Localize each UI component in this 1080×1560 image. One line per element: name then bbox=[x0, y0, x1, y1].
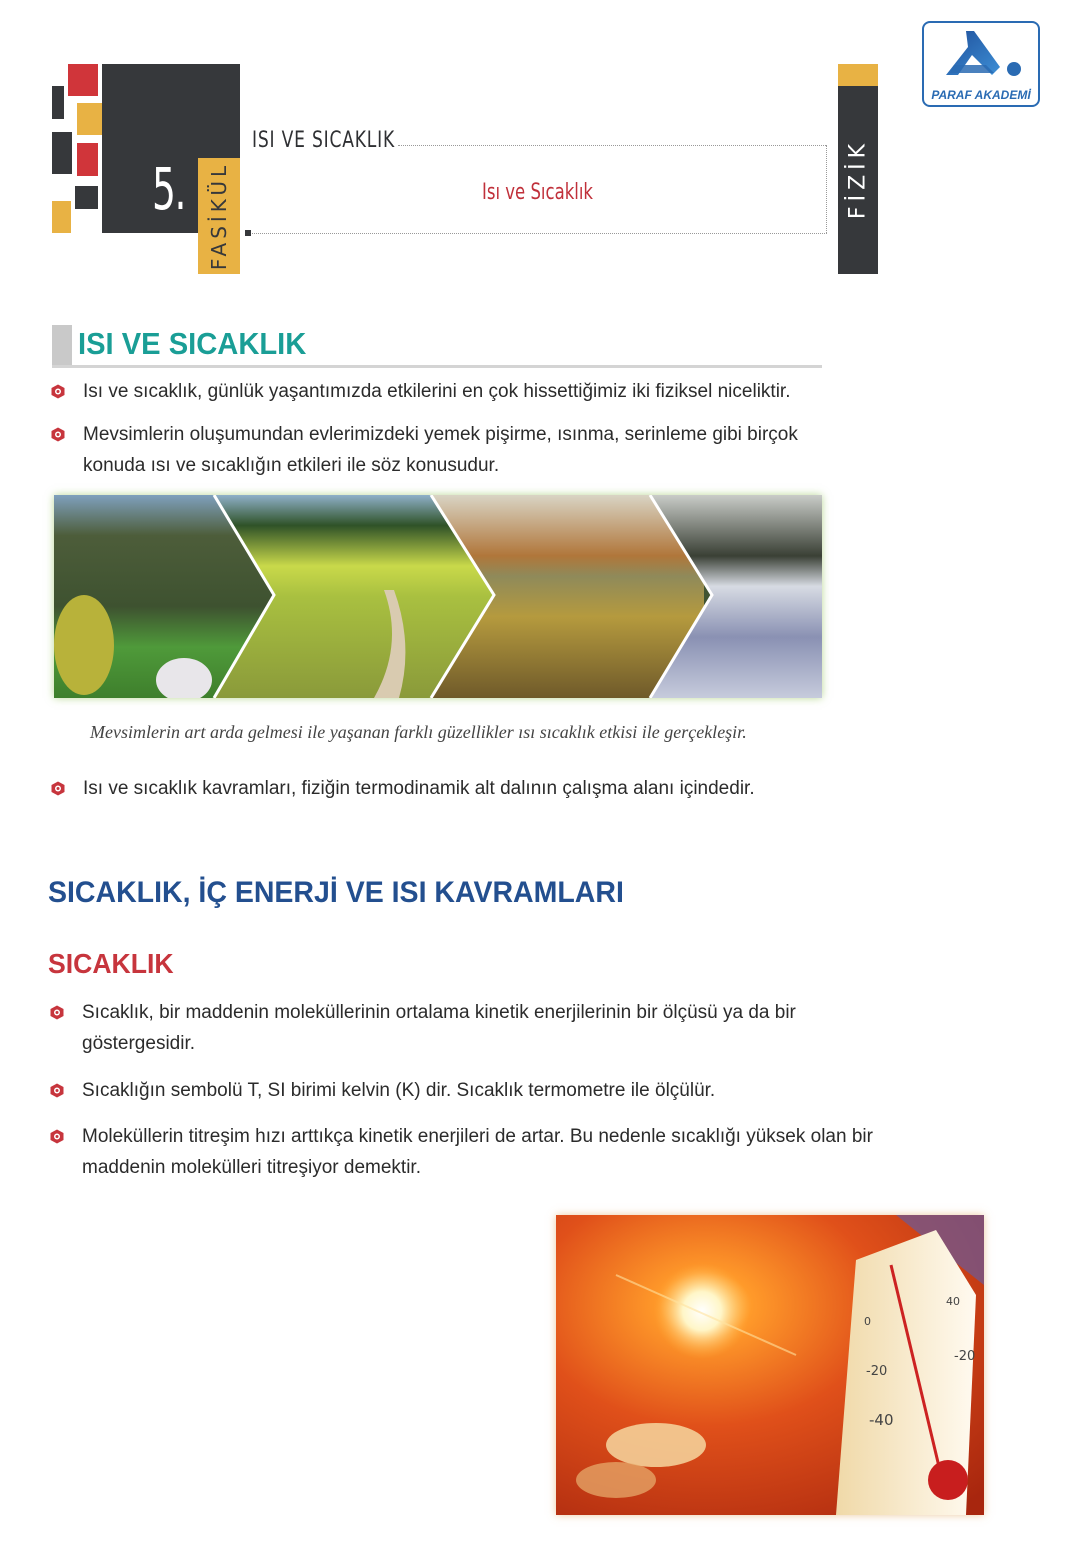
list-item: Sıcaklık, bir maddenin moleküllerinin ortalama kinetik enerjilerinin bir ölçüsü ya da bir göstergesidir. bbox=[82, 997, 882, 1059]
deco-block bbox=[77, 143, 98, 176]
deco-block bbox=[52, 132, 72, 174]
section-title-concepts: SICAKLIK, İÇ ENERJİ VE ISI KAVRAMLARI bbox=[48, 876, 624, 909]
svg-text:0: 0 bbox=[864, 1315, 871, 1328]
list-item: Mevsimlerin oluşumundan evlerimizdeki yemek pişirme, ısınma, serinleme gibi birçok konuda ısı ve sıcaklığın etkileri ile söz konusudur. bbox=[83, 419, 843, 481]
list-item: Moleküllerin titreşim hızı arttıkça kinetik enerjileri de artar. Bu nedenle sıcaklığı yüksek olan bir maddenin molekülleri titreşiyor demektir. bbox=[82, 1121, 882, 1183]
bullet-icon bbox=[51, 781, 65, 796]
list-item: Sıcaklığın sembolü T, SI birimi kelvin (K) dir. Sıcaklık termometre ile ölçülür. bbox=[82, 1075, 882, 1106]
subject-tab-accent bbox=[838, 64, 878, 86]
list-item: Isı ve sıcaklık, günlük yaşantımızda etkilerini en çok hissettiğimiz iki fiziksel niceliktir. bbox=[83, 376, 843, 407]
fascicle-number: 5. bbox=[152, 155, 185, 223]
logo-icon bbox=[924, 25, 1038, 87]
section-heading-underline bbox=[52, 365, 822, 368]
sun-thermometer-illustration bbox=[556, 1215, 984, 1515]
bullet-icon bbox=[50, 1083, 64, 1098]
deco-block bbox=[75, 186, 98, 209]
divider bbox=[826, 145, 827, 233]
logo-text: PARAF AKADEMİ bbox=[931, 88, 1031, 102]
subsection-title-temperature: SICAKLIK bbox=[48, 948, 174, 979]
deco-block bbox=[52, 86, 64, 119]
section-title-heat-temperature: ISI VE SICAKLIK bbox=[78, 326, 307, 361]
bullet-icon bbox=[51, 427, 65, 442]
sun-thermometer-image bbox=[556, 1215, 984, 1515]
svg-text:-20: -20 bbox=[866, 1364, 888, 1379]
svg-text:40: 40 bbox=[946, 1295, 960, 1308]
publisher-logo bbox=[922, 21, 1040, 107]
list-item: Isı ve sıcaklık kavramları, fiziğin termodinamik alt dalının çalışma alanı içindedir. bbox=[83, 773, 843, 804]
fascicle-label-tab bbox=[198, 158, 240, 274]
unit-title: ISI VE SICAKLIK bbox=[252, 128, 396, 153]
fascicle-label: FASİKÜL bbox=[207, 161, 231, 271]
divider-marker bbox=[245, 230, 251, 236]
deco-block bbox=[68, 64, 98, 96]
seasons-illustration bbox=[54, 495, 822, 698]
divider bbox=[398, 145, 826, 146]
subject-label: FİZİK bbox=[845, 138, 871, 220]
image-caption: Mevsimlerin art arda gelmesi ile yaşanan farklı güzellikler ısı sıcaklık etkisi ile gerçekleşir. bbox=[90, 722, 747, 742]
section-heading-accent bbox=[52, 325, 72, 367]
bullet-icon bbox=[51, 384, 65, 399]
deco-block bbox=[52, 201, 71, 233]
subject-tab bbox=[838, 64, 878, 274]
svg-text:-40: -40 bbox=[869, 1411, 894, 1429]
bullet-icon bbox=[50, 1129, 64, 1144]
topic-subtitle: Isı ve Sıcaklık bbox=[482, 180, 593, 205]
seasons-image bbox=[54, 495, 822, 698]
svg-text:-20: -20 bbox=[954, 1349, 976, 1364]
bullet-icon bbox=[50, 1005, 64, 1020]
divider bbox=[250, 233, 827, 234]
